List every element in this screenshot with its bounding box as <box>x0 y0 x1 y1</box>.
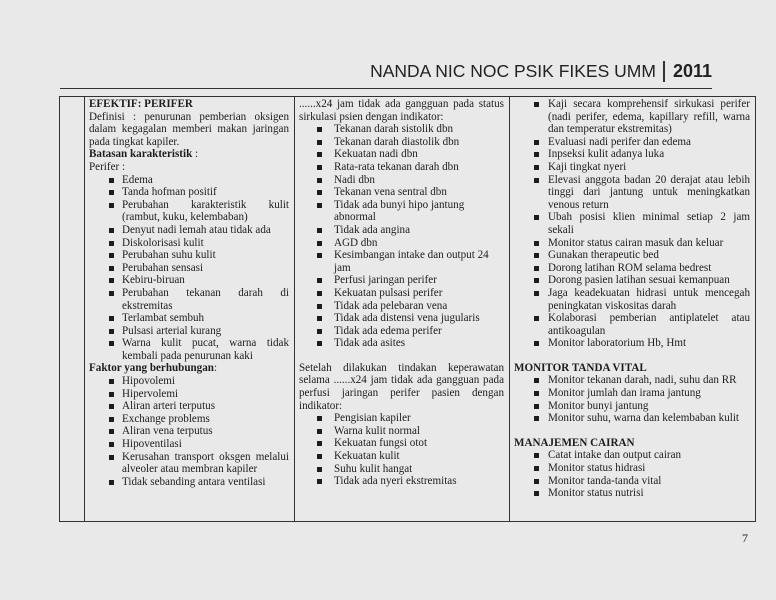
batasan-heading <box>89 148 289 161</box>
list-item: Inpseksi kulit adanya luka <box>514 148 750 161</box>
list-item: Ubah posisi klien minimal setiap 2 jam sekali <box>514 211 750 236</box>
list-item: Kesimbangan intake dan output 24 jam <box>299 249 504 274</box>
list-item: Edema <box>89 174 289 187</box>
faktor-list <box>89 375 289 488</box>
page-number: 7 <box>742 531 748 545</box>
list-item: Tidak ada distensi vena jugularis <box>299 312 504 325</box>
list-item: Warna kulit pucat, warna tidak kembali pada penurunan kaki <box>89 337 289 362</box>
list-item: Tidak ada pelebaran vena <box>299 300 504 313</box>
list-item: Hipovolemi <box>89 375 289 388</box>
list-item: Perubahan karakteristik kulit (rambut, kuku, kelembaban) <box>89 199 289 224</box>
list-item: Tidak ada nyeri ekstremitas <box>299 475 504 488</box>
list-item: Monitor status cairan masuk dan keluar <box>514 237 750 250</box>
list-item: Gunakan therapeutic bed <box>514 249 750 262</box>
list-item: Kekuatan kulit <box>299 450 504 463</box>
list-item: Tidak sebanding antara ventilasi <box>89 476 289 489</box>
list-item: Kebiru-biruan <box>89 274 289 287</box>
list-item: Monitor status hidrasi <box>514 462 750 475</box>
diagnosis-definition: Definisi : penurunan pemberian oksigen dalam kegagalan memberi makan jaringan pada tingkat kapiler. <box>89 110 289 148</box>
diagnosis-cell <box>85 97 295 522</box>
nanda-nic-noc-table <box>59 96 756 522</box>
list-item: Kekuatan fungsi otot <box>299 437 504 450</box>
list-item: Suhu kulit hangat <box>299 463 504 476</box>
cairan-heading: MANAJEMEN CAIRAN <box>514 436 635 449</box>
list-item: Tekanan darah sistolik dbn <box>299 123 504 136</box>
perifer-label: Perifer : <box>89 160 126 173</box>
list-item: Monitor laboratorium Hb, Hmt <box>514 337 750 350</box>
list-item: Tekanan darah diastolik dbn <box>299 136 504 149</box>
empty-column-cell <box>60 97 85 522</box>
list-item: Monitor bunyi jantung <box>514 400 750 413</box>
list-item: Dorong latihan ROM selama bedrest <box>514 262 750 275</box>
list-item: Kolaborasi pemberian antiplatelet atau antikoagulan <box>514 312 750 337</box>
list-item: Perfusi jaringan perifer <box>299 274 504 287</box>
list-item: Aliran vena terputus <box>89 425 289 438</box>
page-header <box>370 57 712 85</box>
list-item: Exchange problems <box>89 413 289 426</box>
list-item: Elevasi anggota badan 20 derajat atau lebih tinggi dari jantung untuk meningkatkan venous return <box>514 174 750 212</box>
list-item: Perubahan tekanan darah di ekstremitas <box>89 287 289 312</box>
list-item: Kekuatan nadi dbn <box>299 148 504 161</box>
list-item: Tekanan vena sentral dbn <box>299 186 504 199</box>
diagnosis-heading: EFEKTIF: PERIFER <box>89 98 193 110</box>
faktor-heading <box>89 362 289 375</box>
list-item: Dorong pasien latihan sesuai kemanpuan <box>514 274 750 287</box>
intervention-list <box>514 98 750 350</box>
list-item: Monitor suhu, warna dan kelembaban kulit <box>514 412 750 425</box>
list-item: Rata-rata tekanan darah dbn <box>299 161 504 174</box>
list-item: Kaji secara komprehensif sirkukasi perifer (nadi perifer, edema, kapillary refill, warna dan temperatur ekstremitas) <box>514 98 750 136</box>
list-item: Monitor tanda-tanda vital <box>514 475 750 488</box>
list-item: Kaji tingkat nyeri <box>514 161 750 174</box>
list-item: Aliran arteri terputus <box>89 400 289 413</box>
list-item: Tidak ada angina <box>299 224 504 237</box>
batasan-colon: : <box>192 148 199 161</box>
list-item: Terlambat sembuh <box>89 312 289 325</box>
list-item: Jaga keadekuatan hidrasi untuk mencegah peningkatan viskositas darah <box>514 287 750 312</box>
list-item: Nadi dbn <box>299 174 504 187</box>
list-item: Kekuatan pulsasi perifer <box>299 287 504 300</box>
list-item: Perubahan suhu kulit <box>89 249 289 262</box>
list-item: Warna kulit normal <box>299 425 504 438</box>
list-item: AGD dbn <box>299 237 504 250</box>
monitor-heading: MONITOR TANDA VITAL <box>514 361 647 374</box>
list-item: Monitor jumlah dan irama jantung <box>514 387 750 400</box>
list-item: Catat intake dan output cairan <box>514 449 750 462</box>
outcome-list-1 <box>299 123 504 350</box>
batasan-label: Batasan karakteristik <box>89 148 193 161</box>
intervention-cell <box>510 97 756 522</box>
header-year: 2011 <box>663 61 712 82</box>
list-item: Monitor tekanan darah, nadi, suhu dan RR <box>514 374 750 387</box>
monitor-list <box>514 374 750 424</box>
list-item: Pulsasi arterial kurang <box>89 325 289 338</box>
list-item: Evaluasi nadi perifer dan edema <box>514 136 750 149</box>
list-item: Perubahan sensasi <box>89 262 289 275</box>
outcome-list-2 <box>299 412 504 488</box>
list-item: Monitor status nutrisi <box>514 487 750 500</box>
list-item: Tidak ada asites <box>299 337 504 350</box>
faktor-colon: : <box>213 362 218 375</box>
list-item: Tidak ada bunyi hipo jantung abnormal <box>299 199 504 224</box>
header-title: NANDA NIC NOC PSIK FIKES UMM <box>370 60 656 81</box>
perifer-list <box>89 174 289 363</box>
faktor-label: Faktor yang berhubungan <box>89 362 214 375</box>
outcome-intro-2: Setelah dilakukan tindakan keperawatan selama ......x24 jam tidak ada gangguan pada perfusi jaringan perifer pasien dengan indikator: <box>299 361 504 412</box>
list-item: Tanda hofman positif <box>89 186 289 199</box>
list-item: Hipervolemi <box>89 388 289 401</box>
list-item: Denyut nadi lemah atau tidak ada <box>89 224 289 237</box>
cairan-list <box>514 449 750 499</box>
list-item: Kerusahan transport oksgen melalui alveoler atau membran kapiler <box>89 451 289 476</box>
list-item: Tidak ada edema perifer <box>299 325 504 338</box>
header-rule <box>60 88 712 89</box>
outcome-cell <box>295 97 510 522</box>
list-item: Diskolorisasi kulit <box>89 237 289 250</box>
outcome-intro-1: ......x24 jam tidak ada gangguan pada status sirkulasi psien dengan indikator: <box>299 98 504 123</box>
list-item: Pengisian kapiler <box>299 412 504 425</box>
list-item: Hipoventilasi <box>89 438 289 451</box>
